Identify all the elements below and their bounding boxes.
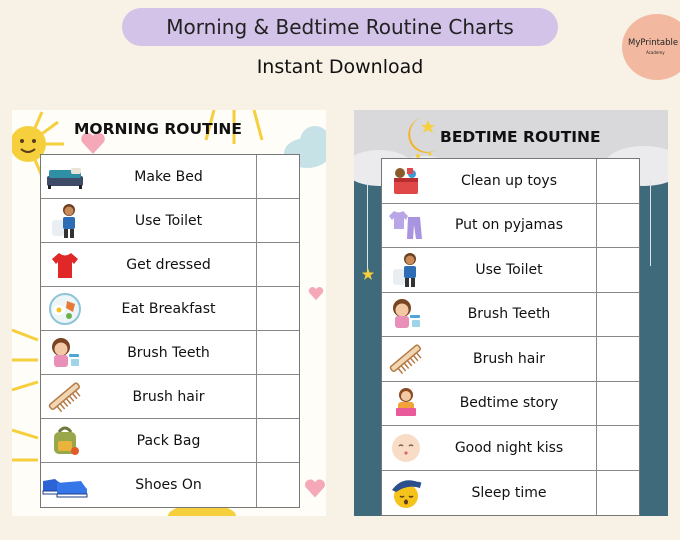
comb-icon: [45, 379, 85, 415]
list-item: [41, 331, 299, 375]
bedtime-routine-title: BEDTIME ROUTINE: [440, 128, 601, 146]
list-item: [382, 248, 639, 293]
moon-star-icon: [398, 114, 442, 160]
list-item: [41, 375, 299, 419]
logo-subtext: Academy: [646, 50, 665, 55]
toothbrush-girl-icon: [388, 297, 424, 331]
checkbox-cell[interactable]: [256, 155, 299, 198]
morning-routine-chart: [12, 110, 326, 516]
task-label: Good night kiss: [454, 439, 564, 456]
heart-decoration: [304, 478, 326, 500]
list-item: [382, 204, 639, 249]
list-item: [41, 155, 299, 199]
task-label: Brush hair: [473, 350, 545, 367]
page-title: Morning & Bedtime Routine Charts: [122, 8, 558, 46]
checkbox-cell[interactable]: [256, 287, 299, 330]
task-label: Sleep time: [471, 484, 547, 501]
checkbox-cell[interactable]: [256, 243, 299, 286]
task-label: Pack Bag: [136, 432, 201, 449]
comb-icon: [386, 341, 426, 377]
pyjamas-icon: [388, 209, 424, 241]
star-icon: [362, 268, 374, 280]
checkbox-cell[interactable]: [596, 471, 639, 516]
task-label: Brush hair: [132, 388, 205, 405]
list-item: [382, 159, 639, 204]
bed-icon: [45, 164, 85, 190]
morning-routine-title: MORNING ROUTINE: [74, 120, 242, 138]
list-item: [41, 243, 299, 287]
list-item: [382, 382, 639, 427]
hanging-string: [650, 180, 651, 266]
list-item: [41, 199, 299, 243]
checkbox-cell[interactable]: [596, 293, 639, 337]
task-label: Eat Breakfast: [121, 300, 216, 317]
task-label: Get dressed: [126, 256, 211, 273]
heart-decoration: [308, 286, 324, 302]
task-label: Shoes On: [135, 477, 202, 493]
logo-text: MyPrintable: [628, 38, 679, 48]
bedtime-routine-table: [381, 158, 640, 516]
toothbrush-girl-icon: [47, 336, 83, 370]
toilet-icon: [50, 202, 80, 240]
task-label: Bedtime story: [459, 395, 559, 412]
task-label: Put on pyjamas: [454, 217, 564, 234]
morning-routine-table: [40, 154, 300, 508]
task-label: Brush Teeth: [127, 344, 210, 361]
checkbox-cell[interactable]: [256, 199, 299, 242]
task-label: Use Toilet: [134, 212, 203, 229]
tshirt-icon: [50, 250, 80, 280]
checkbox-cell[interactable]: [256, 331, 299, 374]
list-item: [382, 471, 639, 516]
checkbox-cell[interactable]: [596, 382, 639, 426]
checkbox-cell[interactable]: [256, 419, 299, 462]
hanging-string: [367, 180, 368, 272]
cloud-decoration: [300, 126, 326, 156]
checkbox-cell[interactable]: [256, 463, 299, 507]
task-label: Use Toilet: [475, 261, 543, 278]
checkbox-cell[interactable]: [596, 159, 639, 203]
sun-decoration: [12, 320, 40, 470]
toilet-icon: [391, 251, 421, 289]
task-label: Clean up toys: [460, 172, 558, 189]
checkbox-cell[interactable]: [596, 337, 639, 381]
checkbox-cell[interactable]: [596, 204, 639, 248]
backpack-icon: [48, 424, 82, 458]
list-item: [382, 426, 639, 471]
checkbox-cell[interactable]: [256, 375, 299, 418]
checkbox-cell[interactable]: [596, 248, 639, 292]
kiss-face-icon: [390, 432, 422, 464]
bedtime-routine-chart: [354, 110, 668, 516]
checkbox-cell[interactable]: [596, 426, 639, 470]
breakfast-plate-icon: [47, 292, 83, 326]
shoes-icon: [41, 471, 89, 499]
task-label: Brush Teeth: [467, 306, 551, 323]
list-item: [41, 287, 299, 331]
toy-box-icon: [390, 166, 422, 196]
task-label: Make Bed: [134, 168, 203, 185]
page-subtitle: Instant Download: [256, 56, 424, 78]
list-item: [41, 463, 299, 507]
list-item: [382, 337, 639, 382]
list-item: [41, 419, 299, 463]
sleeping-face-icon: [388, 476, 424, 510]
list-item: [382, 293, 639, 338]
story-book-icon: [390, 386, 422, 420]
